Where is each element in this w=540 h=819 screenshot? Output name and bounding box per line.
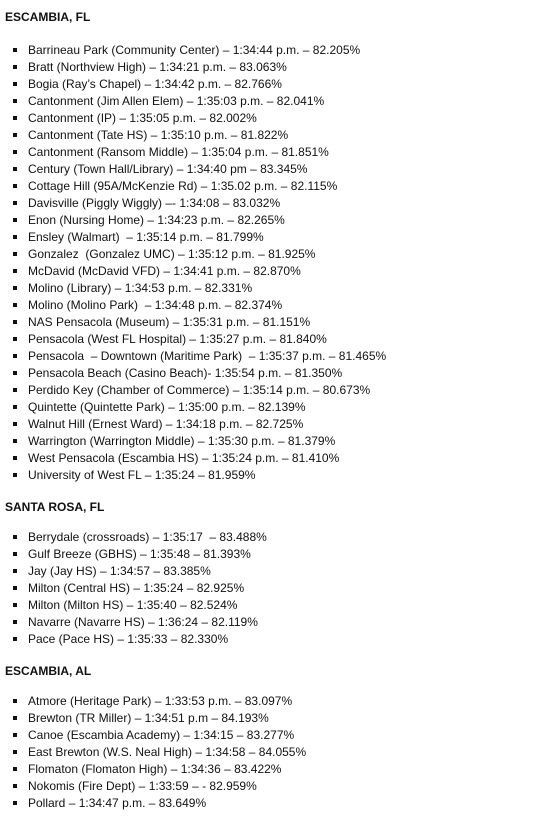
entry-text: Flomaton (Flomaton High) – 1:34:36 – 83.422% [28, 762, 282, 776]
list-item [13, 710, 540, 727]
list-item [13, 229, 540, 246]
section-escambia-al [5, 663, 540, 812]
bullet-icon [13, 801, 17, 805]
entry-text: NAS Pensacola (Museum) – 1:35:31 p.m. – 81.151% [28, 315, 311, 329]
list-item [13, 614, 540, 631]
bullet-icon [13, 456, 17, 460]
entry-text: Cantonment (Ransom Middle) – 1:35:04 p.m. – 81.851% [28, 145, 329, 159]
list-item [13, 693, 540, 710]
list-item [13, 467, 540, 484]
list-item [13, 563, 540, 580]
bullet-icon [13, 99, 17, 103]
bullet-icon [13, 133, 17, 137]
entry-text: Gulf Breeze (GBHS) – 1:35:48 – 81.393% [28, 547, 251, 561]
list-item [13, 59, 540, 76]
bullet-icon [13, 269, 17, 273]
bullet-icon [13, 184, 17, 188]
list-item [13, 761, 540, 778]
entry-text: Molino (Library) – 1:34:53 p.m. – 82.331% [28, 281, 253, 295]
list-item [13, 246, 540, 263]
bullet-icon [13, 48, 17, 52]
entry-text: Davisville (Piggly Wiggly) –- 1:34:08 – 83.032% [28, 196, 281, 210]
entry-text: Navarre (Navarre HS) – 1:36:24 – 82.119% [28, 615, 258, 629]
bullet-icon [13, 65, 17, 69]
list-item [13, 795, 540, 812]
bullet-icon [13, 150, 17, 154]
bullet-icon [13, 116, 17, 120]
entry-text: Cantonment (Jim Allen Elem) – 1:35:03 p.m. – 82.041% [28, 94, 325, 108]
bullet-icon [13, 637, 17, 641]
entry-text: East Brewton (W.S. Neal High) – 1:34:58 – 84.055% [28, 745, 307, 759]
entry-text: Canoe (Escambia Academy) – 1:34:15 – 83.277% [28, 728, 295, 742]
entry-text: Warrington (Warrington Middle) – 1:35:30 p.m. – 81.379% [28, 434, 336, 448]
list-item [13, 580, 540, 597]
bullet-icon [13, 784, 17, 788]
list-item [13, 76, 540, 93]
section-title: ESCAMBIA, FL [5, 10, 91, 24]
entry-list [5, 693, 540, 812]
entry-text: Atmore (Heritage Park) – 1:33:53 p.m. – 83.097% [28, 694, 293, 708]
bullet-icon [13, 337, 17, 341]
list-item [13, 399, 540, 416]
list-item [13, 433, 540, 450]
entry-text: Milton (Milton HS) – 1:35:40 – 82.524% [28, 598, 238, 612]
bullet-icon [13, 82, 17, 86]
entry-text: Cantonment (IP) – 1:35:05 p.m. – 82.002% [28, 111, 257, 125]
list-item [13, 212, 540, 229]
entry-text: University of West FL – 1:35:24 – 81.959% [28, 468, 256, 482]
bullet-icon [13, 603, 17, 607]
entry-text: Jay (Jay HS) – 1:34:57 – 83.385% [28, 564, 211, 578]
bullet-icon [13, 733, 17, 737]
bullet-icon [13, 552, 17, 556]
list-item [13, 631, 540, 648]
entry-text: McDavid (McDavid VFD) – 1:34:41 p.m. – 82.870% [28, 264, 301, 278]
list-item [13, 348, 540, 365]
entry-text: Barrineau Park (Community Center) – 1:34:44 p.m. – 82.205% [28, 43, 361, 57]
bullet-icon [13, 235, 17, 239]
bullet-icon [13, 586, 17, 590]
bullet-icon [13, 201, 17, 205]
bullet-icon [13, 371, 17, 375]
list-item [13, 331, 540, 348]
entry-text: Walnut Hill (Ernest Ward) – 1:34:18 p.m. – 82.725% [28, 417, 304, 431]
bullet-icon [13, 699, 17, 703]
list-item [13, 778, 540, 795]
entry-text: Molino (Molino Park) – 1:34:48 p.m. – 82.374% [28, 298, 283, 312]
entry-text: Pensacola (West FL Hospital) – 1:35:27 p.m. – 81.840% [28, 332, 327, 346]
bullet-icon [13, 716, 17, 720]
list-item [13, 280, 540, 297]
entry-list [5, 42, 540, 484]
bullet-icon [13, 286, 17, 290]
entry-text: Bogia (Ray’s Chapel) – 1:34:42 p.m. – 82.766% [28, 77, 282, 91]
entry-text: Cottage Hill (95A/McKenzie Rd) – 1:35.02 p.m. – 82.115% [28, 179, 338, 193]
section-title: ESCAMBIA, AL [5, 664, 92, 678]
list-item [13, 144, 540, 161]
bullet-icon [13, 303, 17, 307]
list-item [13, 744, 540, 761]
section-santa-rosa-fl [5, 499, 540, 648]
entry-text: Pensacola – Downtown (Maritime Park) – 1:35:37 p.m. – 81.465% [28, 349, 387, 363]
section-escambia-fl [5, 9, 540, 484]
entry-text: Century (Town Hall/Library) – 1:34:40 pm – 83.345% [28, 162, 308, 176]
list-item [13, 178, 540, 195]
list-item [13, 546, 540, 563]
bullet-icon [13, 422, 17, 426]
bullet-icon [13, 388, 17, 392]
bullet-icon [13, 767, 17, 771]
bullet-icon [13, 167, 17, 171]
entry-text: Milton (Central HS) – 1:35:24 – 82.925% [28, 581, 245, 595]
entry-text: Quintette (Quintette Park) – 1:35:00 p.m. – 82.139% [28, 400, 306, 414]
entry-text: West Pensacola (Escambia HS) – 1:35:24 p.m. – 81.410% [28, 451, 340, 465]
bullet-icon [13, 252, 17, 256]
list-item [13, 365, 540, 382]
bullet-icon [13, 750, 17, 754]
list-item [13, 416, 540, 433]
list-item [13, 450, 540, 467]
entry-list [5, 529, 540, 648]
list-item [13, 263, 540, 280]
bullet-icon [13, 354, 17, 358]
bullet-icon [13, 405, 17, 409]
list-item [13, 382, 540, 399]
entry-text: Pollard – 1:34:47 p.m. – 83.649% [28, 796, 207, 810]
entry-text: Gonzalez (Gonzalez UMC) – 1:35:12 p.m. – 81.925% [28, 247, 316, 261]
entry-text: Ensley (Walmart) – 1:35:14 p.m. – 81.799% [28, 230, 264, 244]
entry-text: Bratt (Northview High) – 1:34:21 p.m. – 83.063% [28, 60, 287, 74]
bullet-icon [13, 218, 17, 222]
entry-text: Perdido Key (Chamber of Commerce) – 1:35:14 p.m. – 80.673% [28, 383, 371, 397]
entry-text: Enon (Nursing Home) – 1:34:23 p.m. – 82.265% [28, 213, 285, 227]
entry-text: Brewton (TR Miller) – 1:34:51 p.m – 84.193% [28, 711, 269, 725]
entry-text: Pace (Pace HS) – 1:35:33 – 82.330% [28, 632, 229, 646]
entry-text: Nokomis (Fire Dept) – 1:33:59 – - 82.959% [28, 779, 257, 793]
list-item [13, 314, 540, 331]
bullet-icon [13, 473, 17, 477]
list-item [13, 297, 540, 314]
bullet-icon [13, 620, 17, 624]
list-item [13, 42, 540, 59]
entry-text: Berrydale (crossroads) – 1:35:17 – 83.488% [28, 530, 267, 544]
list-item [13, 127, 540, 144]
bullet-icon [13, 320, 17, 324]
bullet-icon [13, 535, 17, 539]
list-item [13, 597, 540, 614]
list-item [13, 529, 540, 546]
list-item [13, 161, 540, 178]
list-item [13, 93, 540, 110]
entry-text: Pensacola Beach (Casino Beach)- 1:35:54 p.m. – 81.350% [28, 366, 343, 380]
bullet-icon [13, 569, 17, 573]
list-item [13, 110, 540, 127]
list-item [13, 195, 540, 212]
bullet-icon [13, 439, 17, 443]
list-item [13, 727, 540, 744]
entry-text: Cantonment (Tate HS) – 1:35:10 p.m. – 81.822% [28, 128, 289, 142]
section-title: SANTA ROSA, FL [5, 500, 105, 514]
